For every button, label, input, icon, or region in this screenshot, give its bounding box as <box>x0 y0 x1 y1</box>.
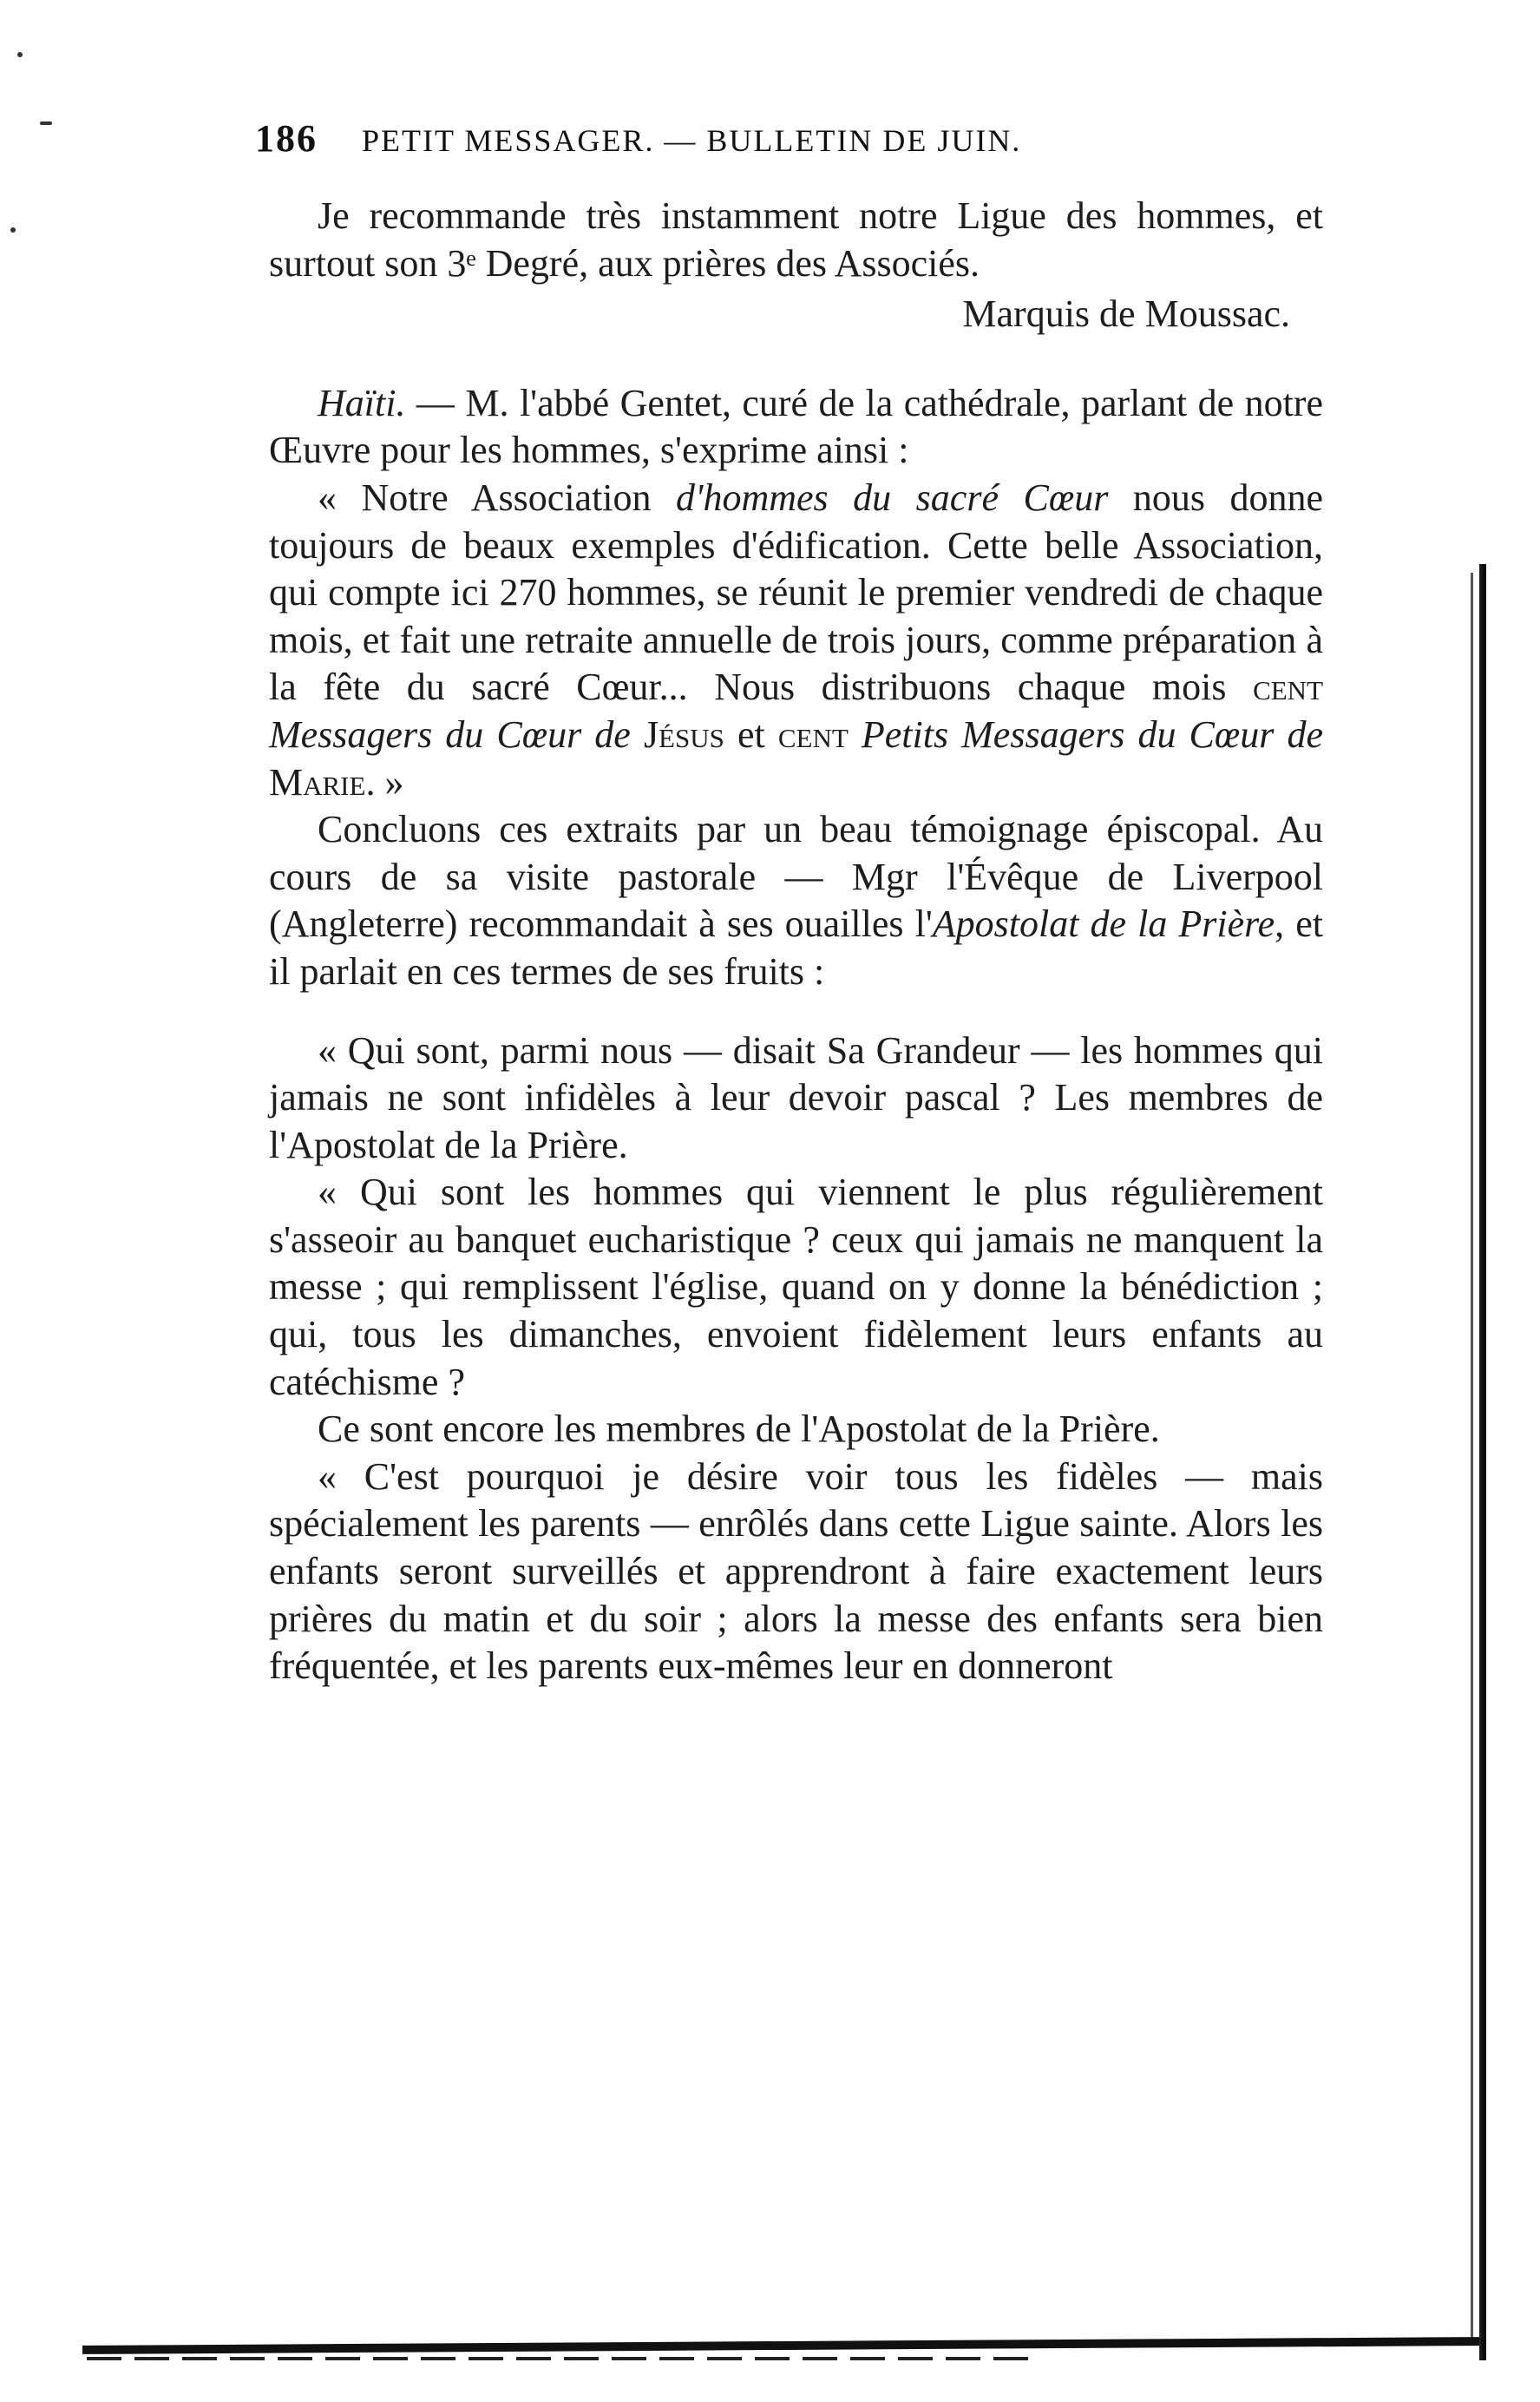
scan-bottom-edge <box>82 2337 1479 2354</box>
paragraph-italic: Apostolat de la Prière <box>932 902 1275 946</box>
running-header <box>255 116 1322 168</box>
signature: Marquis de Moussac. <box>962 292 1290 336</box>
quote-smallcaps: Marie <box>269 760 366 804</box>
paragraph-qui-sont-1: « Qui sont, parmi nous — disait Sa Grandeur — les hommes qui jamais ne sont infidèles à leur devoir pascal ? Les membres de l'Apostolat de la Prière. <box>269 1028 1323 1166</box>
scan-bottom-dashes <box>87 2357 1041 2360</box>
scan-edge-shadow <box>1479 564 1486 2360</box>
paragraph-quote-association <box>269 475 1323 806</box>
quote-italic: Messagers du Cœur de <box>269 712 644 756</box>
place-name: Haïti. <box>318 381 406 424</box>
paragraph-gap <box>269 996 1323 1027</box>
quote-text: et <box>724 712 778 756</box>
paragraph-text: , et il parlait en ces termes de ses fruits : <box>269 902 1323 993</box>
quote-italic: d'hommes du sacré Cœur <box>676 476 1109 519</box>
paragraph-temoignage <box>269 806 1323 995</box>
quote-text: « Notre Association <box>318 476 677 519</box>
scan-edge-line <box>1471 573 1473 2343</box>
paragraph-cest-pourquoi: « C'est pourquoi je désire voir tous les fidèles — mais spécialement les parents — enrôlés dans cette Ligue sainte. Alors les enfants seront surveillés et apprendront à faire exactement leurs prières du matin et du soir ; alors la messe des enfants sera bien fréquentée, et les parents eux-mêmes leur en donneront <box>269 1454 1323 1688</box>
paragraph-haiti-text: — M. l'abbé Gentet, curé de la cathédrale, parlant de notre Œuvre pour les hommes, s'exprime ainsi : <box>269 381 1323 472</box>
scan-speck <box>10 227 16 233</box>
scan-speck <box>40 121 52 125</box>
quote-italic: Petits Messagers du Cœur de <box>848 712 1323 756</box>
quote-text: . » <box>365 760 404 804</box>
paragraph-qui-sont-2: « Qui sont les hommes qui viennent le plus régulièrement s'asseoir au banquet eucharistique ? ceux qui jamais ne manquent la messe ; qui remplissent l'église, quand on y donne la bénédiction ; qui, tous les dimanches, envoient fidèlement leurs enfants au catéchisme ? <box>269 1171 1323 1403</box>
page-number: 186 <box>255 117 318 160</box>
paragraph-text: Concluons ces extraits par un beau témoignage épiscopal. Au cours de sa visite pastorale — Mgr l'Évêque de Liverpool (Angleterre) recommandait à ses ouailles l' <box>269 808 1323 946</box>
quote-smallcaps: cent <box>1253 666 1323 709</box>
scan-speck <box>17 52 23 57</box>
quote-smallcaps: Jésus <box>643 712 724 756</box>
running-title: PETIT MESSAGER. — BULLETIN DE JUIN. <box>362 123 1022 158</box>
body-text <box>269 193 1323 1690</box>
quote-smallcaps: cent <box>777 712 849 756</box>
quote-text: nous donne toujours de beaux exemples d'édification. Cette belle Association, qui compte ici 270 hommes, se réunit le premier vendredi de chaque mois, et fait une retraite annuelle de trois jours, comme préparation à la fête du sacré Cœur... Nous distribuons chaque mois <box>269 476 1323 709</box>
paragraph-ligue: Je recommande très instamment notre Ligue des hommes, et surtout son 3ᵉ Degré, aux prières des Associés. <box>269 194 1323 285</box>
paragraph-ce-sont: Ce sont encore les membres de l'Apostolat de la Prière. <box>318 1408 1160 1451</box>
paragraph-haiti <box>269 380 1323 475</box>
